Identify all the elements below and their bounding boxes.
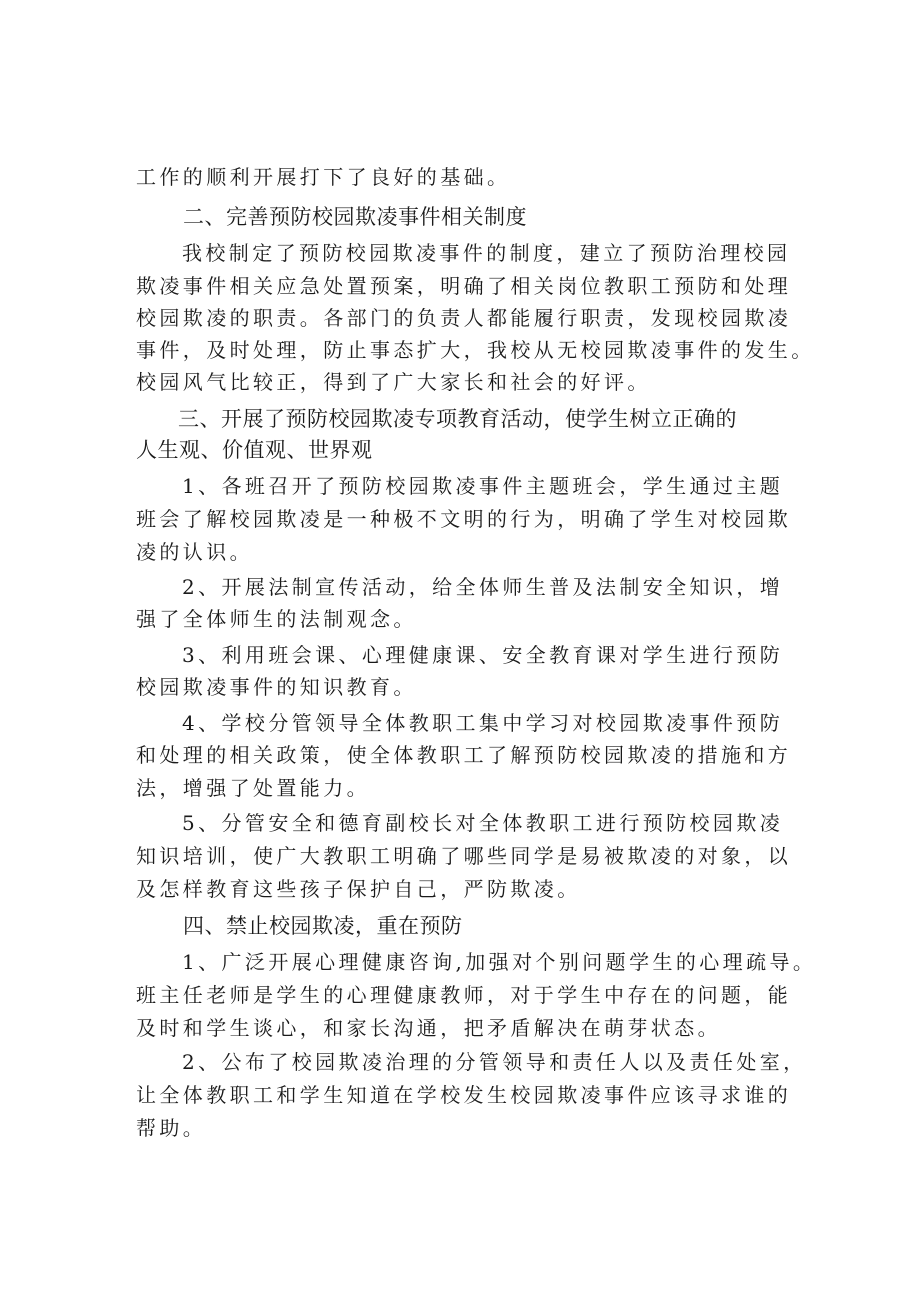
section3-item-5-line: 及怎样教育这些孩子保护自己，严防欺凌。 <box>136 877 581 901</box>
section3-item-3-line: 校园欺凌事件的知识教育。 <box>136 675 417 699</box>
section3-item-2-line: 2、开展法制宣传活动，给全体师生普及法制安全知识，增 <box>182 575 784 599</box>
section4-heading: 四、禁止校园欺凌，重在预防 <box>183 914 463 938</box>
section3-item-1-line: 1、各班召开了预防校园欺凌事件主题班会，学生通过主题 <box>182 474 784 498</box>
section2-paragraph-line: 校园风气比较正，得到了广大家长和社会的好评。 <box>136 370 651 394</box>
section3-item-1-line: 班会了解校园欺凌是一种极不文明的行为，明确了学生对校园欺 <box>136 507 792 531</box>
section4-item-1-line: 及时和学生谈心，和家长沟通，把矛盾解决在萌芽状态。 <box>136 1016 721 1040</box>
section3-item-2-line: 强了全体师生的法制观念。 <box>136 607 417 631</box>
section2-paragraph-line: 我校制定了预防校园欺凌事件的制度，建立了预防治理校园 <box>182 241 791 265</box>
section3-item-1-line: 凌的认识。 <box>136 540 253 564</box>
section2-heading: 二、完善预防校园欺凌事件相关制度 <box>183 205 527 229</box>
section3-item-5-line: 知识培训，使广大教职工明确了哪些同学是易被欺凌的对象，以 <box>136 844 792 868</box>
section4-item-1-line: 班主任老师是学生的心理健康教师，对于学生中存在的问题，能 <box>136 983 792 1007</box>
section4-item-2-line: 让全体教职工和学生知道在学校发生校园欺凌事件应该寻求谁的 <box>136 1083 792 1107</box>
section3-item-3-line: 3、利用班会课、心理健康课、安全教育课对学生进行预防 <box>182 643 784 667</box>
section2-paragraph-line: 欺凌事件相关应急处置预案，明确了相关岗位教职工预防和处理 <box>136 274 792 298</box>
section3-item-4-line: 和处理的相关政策，使全体教职工了解预防校园欺凌的措施和方 <box>136 743 792 767</box>
section4-item-1-line: 1、广泛开展心理健康咨询,加强对个别问题学生的心理疏导。 <box>182 950 817 974</box>
section3-item-5-line: 5、分管安全和德育副校长对全体教职工进行预防校园欺凌 <box>182 811 784 835</box>
section3-item-4-line: 法，增强了处置能力。 <box>136 776 370 800</box>
section2-paragraph-line: 校园欺凌的职责。各部门的负责人都能履行职责，发现校园欺凌 <box>136 306 792 330</box>
section4-item-2-line: 帮助。 <box>136 1116 207 1140</box>
section4-item-2-line: 2、公布了校园欺凌治理的分管领导和责任人以及责任处室， <box>182 1050 807 1074</box>
section3-heading-line: 三、开展了预防校园欺凌专项教育活动，使学生树立正确的 <box>178 407 737 431</box>
section3-heading-line: 人生观、价值观、世界观 <box>136 438 373 462</box>
section2-paragraph-line: 事件，及时处理，防止事态扩大，我校从无校园欺凌事件的发生。 <box>136 338 815 362</box>
intro-tail-line: 工作的顺利开展打下了良好的基础。 <box>136 165 511 189</box>
section3-item-4-line: 4、学校分管领导全体教职工集中学习对校园欺凌事件预防 <box>182 711 784 735</box>
